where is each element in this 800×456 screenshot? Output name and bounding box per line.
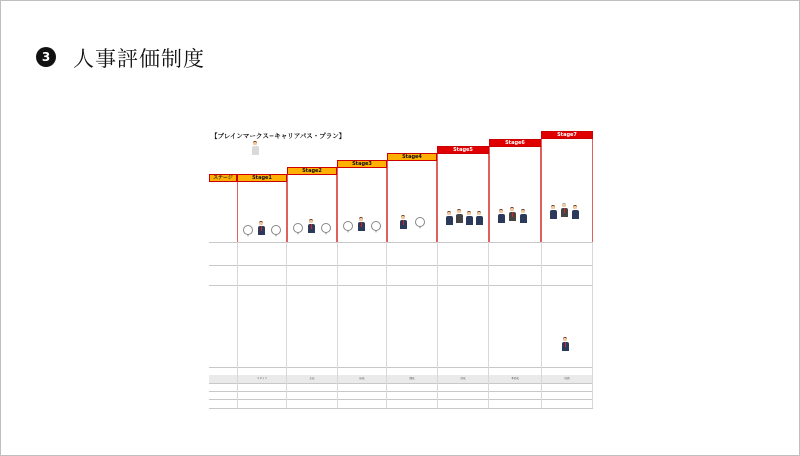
- employee-illustration-bottom: [561, 337, 569, 351]
- employee-illustration-7a: [549, 205, 557, 219]
- employee-illustration-3: [357, 217, 365, 231]
- employee-illustration-5b: [455, 209, 463, 223]
- stage-header-2: Stage2: [287, 167, 337, 175]
- rank-cell-2: 主任: [309, 377, 315, 380]
- pin-marker: [371, 221, 381, 231]
- employee-illustration-6b: [508, 207, 516, 221]
- page-title: 人事評価制度: [73, 47, 205, 71]
- stage-column-7: [541, 139, 593, 242]
- rank-cell-3: 係長: [359, 377, 365, 380]
- employee-illustration-6c: [519, 209, 527, 223]
- stage-header-1: Stage1: [237, 174, 287, 182]
- rank-cell-6: 本部長: [511, 377, 519, 380]
- stage-column-4: [387, 161, 437, 242]
- section-number-badge: 3: [36, 47, 56, 67]
- pin-marker: [415, 217, 425, 227]
- employee-illustration-5c: [465, 211, 473, 225]
- pin-marker: [293, 223, 303, 233]
- pin-marker: [321, 223, 331, 233]
- row-divider: [209, 408, 593, 409]
- stage-header-4: Stage4: [387, 153, 437, 161]
- employee-illustration-5a: [445, 211, 453, 225]
- stage-header-7: Stage7: [541, 131, 593, 139]
- rank-cell-4: 課長: [409, 377, 415, 380]
- guide-person-illustration: [251, 141, 259, 155]
- career-path-diagram: [209, 129, 593, 411]
- employee-illustration-1: [257, 221, 265, 235]
- table-column-divider: [237, 242, 287, 408]
- employee-illustration-6a: [497, 209, 505, 223]
- employee-illustration-7b: [560, 203, 568, 217]
- table-column-divider: [437, 242, 489, 408]
- table-column-divider: [541, 242, 593, 408]
- employee-illustration-7c: [571, 205, 579, 219]
- stage-header-5: Stage5: [437, 146, 489, 154]
- employee-illustration-4: [399, 215, 407, 229]
- stage-column-5: [437, 154, 489, 242]
- pin-marker: [271, 225, 281, 235]
- stage-header-3: Stage3: [337, 160, 387, 168]
- stage-header-6: Stage6: [489, 139, 541, 147]
- diagram-title: 【ブレインマークス−キャリアパス・プラン】: [211, 132, 346, 140]
- employee-illustration-2: [307, 219, 315, 233]
- rank-cell-1: スタッフ: [256, 377, 268, 380]
- pin-marker: [343, 221, 353, 231]
- table-column-divider: [337, 242, 387, 408]
- stage-column-6: [489, 147, 541, 242]
- employee-illustration-5d: [475, 211, 483, 225]
- pin-marker: [243, 225, 253, 235]
- rank-cell-5: 部長: [460, 377, 466, 380]
- stage-row-label: ステージ: [209, 174, 237, 182]
- rank-cell-7: 役員: [564, 377, 570, 380]
